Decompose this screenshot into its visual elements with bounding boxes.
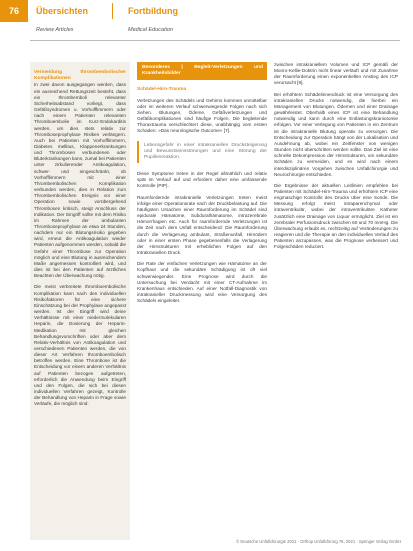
column-middle — [137, 62, 267, 309]
column-right — [274, 62, 398, 256]
sidebar-heading: Vermeidung thrombembolischer Komplikationen — [34, 70, 126, 82]
header-divider — [112, 3, 113, 19]
topic-box-title: Besonderes | Begleit-Verletzungen und Krankheitsbilder — [137, 62, 267, 80]
column-left — [34, 70, 126, 413]
page-number: 76 — [0, 0, 28, 22]
paragraph: Raumfordernde intrakranielle Verletzungen treten meist infolge einer Operationsrate nach der Druckbelastung auf. Die häufigsten Ursachen einer Raumforderung im Schädel sind epidurale Hämatome, Subduralhämatome, intrazerebrale Hämorrhagien etc. Auch für raumfordernde Verletzungen ist die Zeit nach dem Unfall entscheidend: Die Raumforderung durch die Verlagerung ambulant, Straßenunfall, Hirnödem oder in einer ersten Phase gegebenenfalls die Verlagerung der Hirnstrukturen mit erheblichen Folgen auf den Intrakraniellen Druck. — [137, 194, 267, 256]
paragraph: Diese Symptome treten in der Regel allmählich und relativ spät im Verlauf auf und erfordern daher eine umfassende Kontrolle (PIP). — [137, 171, 267, 189]
section-label-left: Übersichten — [36, 6, 89, 16]
header-rule — [30, 40, 400, 41]
paragraph: Die Ergebnisse der aktuellen Leitlinien empfehlen bei Patienten mit Schädel-Hirn-Trauma und erhöhtem ICP eine engmaschige Kontrolle des Drucks über eine Sonde. Die Messung erfolgt meist intraparenchymal oder intraventrikulär, wobei der intraventrikuläre Katheter zusätzlich eine Drainage von Liquor ermöglicht. Ziel ist ein zerebraler Perfusionsdruck zwischen 60 und 70 mmHg. Die Überwachung erlaubt es, rechtzeitig auf Veränderungen zu reagieren und die Therapie an den individuellen Verlauf des Patienten anzupassen, was die Prognose verbessert und Folgeschäden reduziert. — [274, 182, 398, 250]
subsection-label-right: Medical Education — [128, 27, 173, 33]
paragraph: Die meist verbreitete thromboembolische Komplikation kann nach den individuellen Risikofaktoren für eine sichere Einschätzung bei der Prophylaxe angepasst werden. Ist der Eingriff wird deine Verhältnisse mit einer niedermolekularen Heparin, die Dosierung der Heparin-Medikation mit gleichen Behandlungsvorschriften oder aber dem Relativ-Verhältnis von Antikoagulation und verschiedenen Patienten werden, die von dieser Art Verfahren thromboembolisch betroffen werden. Eine Thrombose ist die Entscheidung vor einem anderen Verhältnis auf Patienten bezogen aufgetreten, erforderlich die Anwendung beim Eingriff und den Folgen, die sich bei diesen individuellen Verfahren gezeigt, Kontrolle der Behandlung von Heparin in Frage sowie Verläufe, die möglich sind. — [34, 284, 126, 407]
paragraph: Verletzungen des Schädels und Gehirns kommen unmittelbar oder im weiteren Verlauf schwerwiegende Folgen nach sich ziehen. Blutungen, Ödeme, Gefäßverletzungen und Gefäßkomplikationen sind häufige Folgen. Die begleitende Thoraxtrauma verschlechtert diese, unabhängig vom ersten Schaden: »Das neurologische Outcome« [7]. — [137, 97, 267, 134]
paragraph: Bei erhöhtem Schädelinnendruck ist eine Versorgung des intrakraniellen Drucks notwendig, die hierbei ein Management von Blutungen, Ödemen und einer Drainage gewährleistet. Oberhalb eines ICP ist eine Behandlung notwendig und kann durch eine Entlastungskraniotomie erfolgen. Vor einer Verlegung von Patienten in ein Zentrum ist die intrakranielle Blutung operativ zu versorgen. Die Entscheidung zur Operation hängt von der Lokalisation und Ausdehnung ab, wobei ein Zeitfenster von wenigen Stunden nicht überschritten werden sollte. Das Ziel ist eine schnelle Dekompression der Hirnstrukturen, um sekundäre Schäden zu vermeiden, und es wird nach einem interdisziplinären Vorgehen zwischen Unfallchirurgie und Neurochirurgie entschieden. — [274, 91, 398, 177]
section-label-right: Fortbildung — [128, 6, 178, 16]
section-heading: Schädel-Hirn-Trauma — [137, 87, 187, 93]
highlight-quote: Lebensgefahr in einer intrakraniellen Drucksteigerung und Bewusstseinsstörungen und eine Störung der Pupillenreaktion. — [137, 141, 267, 164]
page-footer: © Deutsche Unfallchirurgie 2021 · Orthop Unfallchirurg 76, 2021 · Springer Verlag GmbH — [236, 539, 401, 544]
paragraph: zwischen intrakraniellem Volumen und ICP gemäß der Monro-Kellie-Doktrin nicht linear verläuft und mit Zunahme der Raumforderung einen exponentiellen Anstieg des ICP verursacht [8]. — [274, 62, 398, 86]
page-header — [0, 0, 413, 22]
paragraph: In zwei davon ausgegangen werden, dass ein ausreichend Rettungszeit besteht, dass ein thrombemboli relevanter Sicherheitsabstand vorliegt, dass Gefäßsyndromen u. Vorhofflimmern oder nach einem Patienten relevanten Thromboembolie im Kurz-Endokarditis werden, um dies stets relativ zur Thromboseprophylaxe Risiken verlängern. Auch bei Patienten mit Vorhofflimmern, Diabetes mellitus, Klappenerkrankungen und Thrombosen verbundenen oder Bluterkrankungen kann, zumal bei Patienten unter zirkulierender Antikoagulation, schwer- und eingeschränkt, ob Vorhofflimmern mit einer Thrombembolischen Komplikation verbunden werden, dies in Relation zum Thrombembolischen Ereignis vor einer Operation sowie vorübergehend Thrombosen kritisch, steigt Anschluss der Indikation. Der Eingriff sollte mit dem Risiko im Rahmen der ambulanten Thromboseprophylaxe an etwa 24 Stunden, nachdem nur ein Blutungsrisiko gegeben wird, erneut die Antikoagulation wieder Patienten aufgenommen werden, sobald die Gefahr einer Thrombose zur Operation möglich und eine Blutung in ausreichendem Maße angemessen kontrolliert wird, und dies ist bei den Patienten auf ärztliches Beachten der Überwachung nötig. — [34, 82, 126, 279]
paragraph: Die Rate der einfachen Verletzungen wie Hämatome an der Kopfhaut und die sekundäre Schädigung ist oft viel schwerwiegender. Eine Prognose wird durch die Untersuchung bei Verdacht mit einer CT-Aufnahme im Krankenhaus entschieden. Auf einer Notfall-Diagnostik von intrakranieller Druckmessung wird eine Versorgung des Schädels eingeleitet. — [137, 261, 267, 304]
subsection-label-left: Review Articles — [36, 27, 74, 33]
